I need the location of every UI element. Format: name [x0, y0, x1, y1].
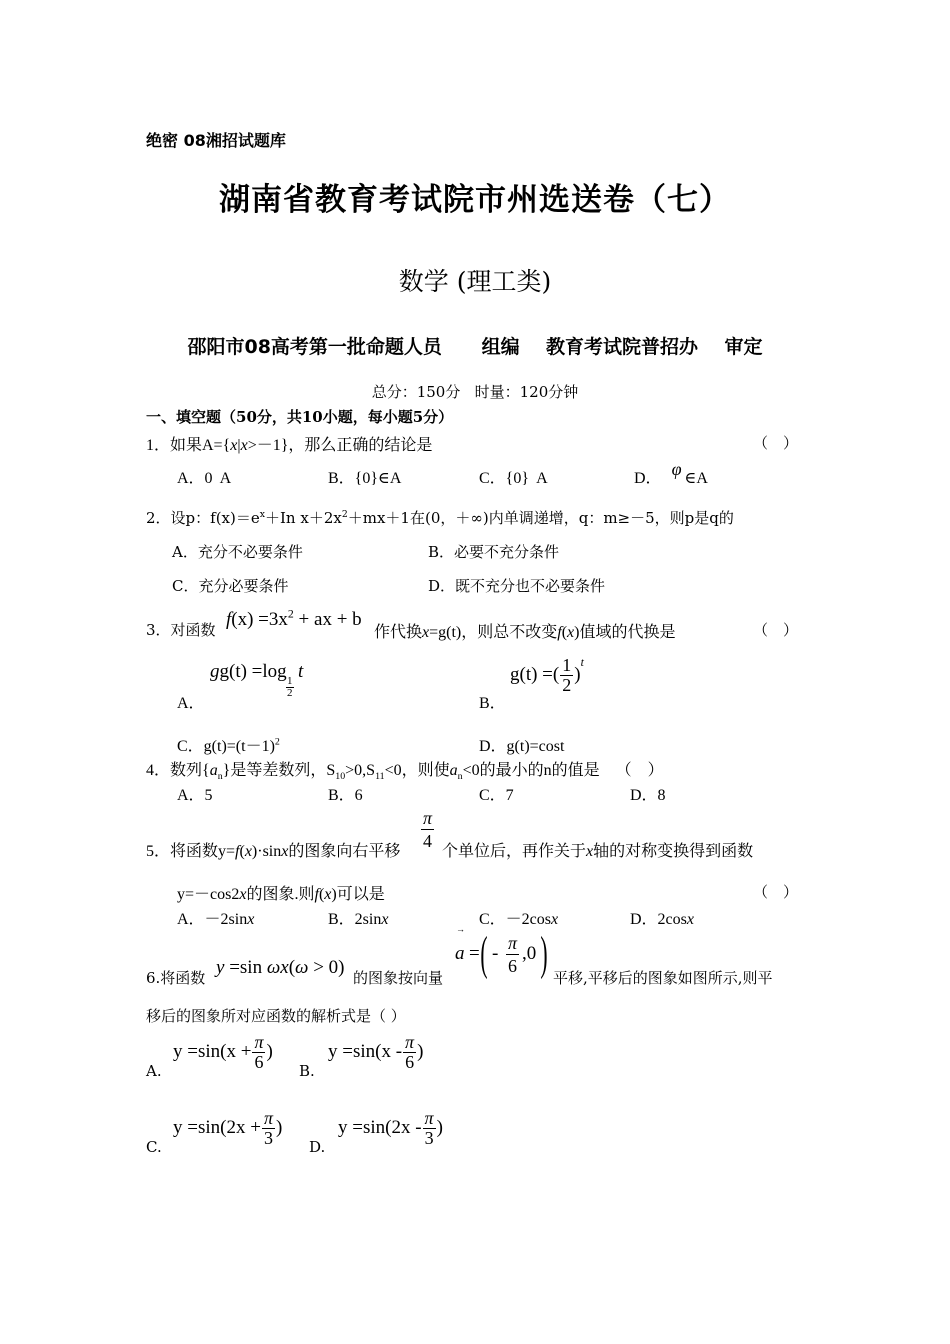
question-3-stem: 作代换x=g(t)，则总不改变f(x)值域的代换是 [374, 624, 676, 641]
q3-option-c: C．$g(t)=(t-1)^2$ [177, 736, 280, 755]
question-5-stem: 5．将函数y=f(x)·sinx的图象向右平移 [146, 843, 401, 860]
q3-option-b-formula: g(t) =( $\frac{1}{2}$ )$^t$ [510, 655, 584, 695]
question-5-bracket: （ ） [753, 885, 799, 901]
q3-option-a-log-base: 1 2 [287, 675, 293, 699]
q3-function-formula: $f(x) =3x^2$ + ax + b [226, 607, 362, 630]
question-5-line2: y=－cos2x的图象.则f(x)可以是 [177, 886, 385, 903]
q6-option-a-formula: y =sin(x + $\frac{\pi}{6}$ ) [173, 1032, 273, 1072]
q6-option-c-formula: y =sin(2x + $\frac{\pi}{3}$ ) [173, 1108, 283, 1148]
question-6-line2: 移后的图象所对应函数的解析式是（ ） [146, 1007, 406, 1025]
phi-symbol: φ [671, 459, 682, 479]
q6-option-b-label: B. [299, 1062, 315, 1080]
q1-option-c: C．{0} A [479, 470, 548, 487]
question-6-label: 6.将函数 [146, 969, 206, 987]
q2-option-a: A．充分不必要条件 [172, 543, 303, 561]
question-3-label: 3．对函数 [146, 621, 216, 639]
q1-option-d: D． φ ∈A [634, 459, 708, 487]
q6-option-a-label: A. [146, 1062, 162, 1080]
q6-vector-eq: = [469, 943, 480, 964]
q1-option-a: A．0 A [177, 470, 232, 487]
q5-option-b: B．2sinx [328, 911, 389, 928]
q6-function-formula: y =sin ωx(ω > 0) [216, 957, 345, 978]
q5-option-d: D．2cosx [630, 911, 694, 928]
q2-option-d: D．既不充分也不必要条件 [428, 577, 606, 595]
q6-vector-a: a [455, 943, 465, 964]
q5-option-c: C．－2cosx [479, 911, 559, 928]
q4-option-d: D．8 [630, 787, 666, 804]
question-4-stem: 4．数列$\{a_n\}$是等差数列，$S_{10}>0,S_{11}<0$，则使$a_n<0$的最小的n的值是 （ ） [146, 762, 664, 783]
question-5-stem-cont: 个单位后，再作关于x轴的对称变换得到函数 [442, 843, 754, 860]
q6-left-paren: ( [480, 927, 488, 980]
q2-option-c: C．充分必要条件 [172, 577, 289, 595]
question-1-stem: 1．如果A={x|x>－1}，那么正确的结论是 [146, 437, 433, 454]
q6-option-d-formula: y =sin(2x - $\frac{\pi}{3}$ ) [338, 1108, 443, 1148]
q3-option-a-var: t [298, 661, 304, 682]
q5-shift-fraction: π 4 [423, 808, 433, 851]
vector-arrow-icon: → [456, 924, 465, 934]
secret-label: 绝密 08湘招试题库 [146, 131, 286, 150]
q5-option-a: A．－2sinx [177, 911, 255, 928]
q6-vector-minus: - [492, 943, 499, 964]
page-title: 湖南省教育考试院市州选送卷（七） [219, 182, 731, 218]
q3-option-d: D．g(t)=cost [479, 738, 565, 755]
q4-option-c: C．7 [479, 787, 514, 804]
q6-option-b-formula: y =sin(x - $\frac{\pi}{6}$ ) [328, 1032, 424, 1072]
question-3-bracket: （ ） [753, 623, 799, 639]
q3-option-b-label: B． [479, 695, 506, 712]
q6-option-d-label: D. [309, 1138, 326, 1156]
q4-option-b: B．6 [328, 787, 363, 804]
q6-option-c-label: C. [146, 1138, 162, 1156]
q2-option-b: B．必要不充分条件 [428, 543, 560, 561]
editors-line: 邵阳市08高考第一批命题人员 组编 教育考试院普招办 审定 [187, 336, 763, 358]
subject-title: 数学 (理工类) [398, 267, 552, 296]
question-2-stem: 2．设p：$f(x)=e^x+In$ $x+2x^2+mx+1$在(0，＋∞)内单调递增，q：m≥－5，则p是q的 [146, 509, 734, 527]
question-6-stem: 的图象按向量 [353, 969, 444, 987]
q6-right-paren: ) [540, 927, 548, 980]
section-title: 一、填空题（50分，共10小题，每小题5分） [146, 408, 454, 426]
q1-option-b: B．{0}∈A [328, 470, 402, 487]
q3-option-a-formula: gg(t) =log [210, 661, 287, 682]
q6-vector-post: ,0 [522, 943, 537, 964]
q4-option-a: A．5 [177, 787, 213, 804]
question-1-bracket: （ ） [753, 436, 799, 452]
question-6-stem-cont: 平移,平移后的图象如图所示,则平 [553, 969, 773, 987]
q3-option-a-label: A． [177, 695, 205, 712]
score-time: 总分：150分 时量：120分钟 [371, 383, 579, 401]
q6-vector-fraction: π 6 [508, 933, 518, 976]
